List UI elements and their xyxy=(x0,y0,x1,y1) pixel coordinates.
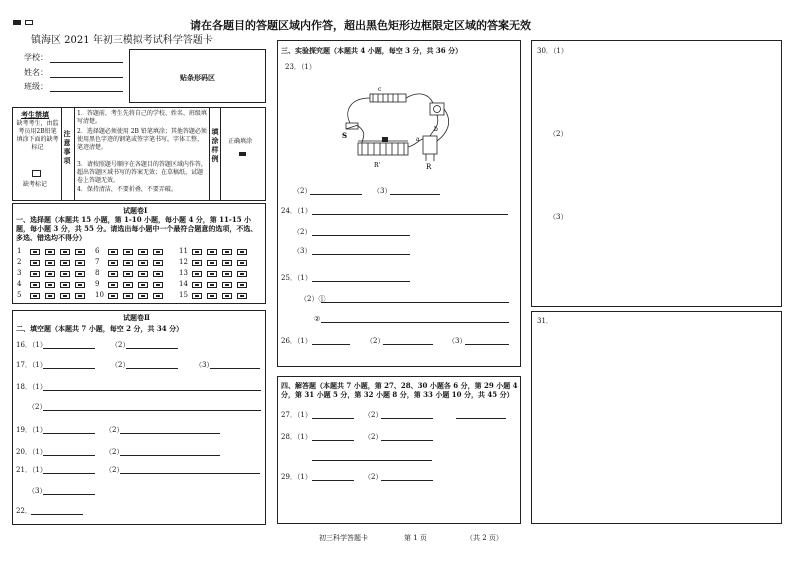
q18-2-label: （2） xyxy=(28,403,47,411)
q21-3-label: （3） xyxy=(28,487,47,495)
mc-option-bubble[interactable] xyxy=(237,293,247,299)
mc-option-bubble[interactable] xyxy=(153,293,163,299)
mc-option-mark xyxy=(33,284,37,286)
mc-option-mark xyxy=(33,273,37,275)
mc-option-mark xyxy=(225,295,229,297)
mc-option-mark xyxy=(240,262,244,264)
mc-option-bubble[interactable] xyxy=(30,293,40,299)
q30-1-label: 30．（1） xyxy=(537,47,568,55)
q17-2-label: （2） xyxy=(111,361,130,369)
mc-option-mark xyxy=(141,262,145,264)
q20-1-answer[interactable] xyxy=(43,455,95,456)
q28-2-label: （2） xyxy=(364,433,383,441)
circuit-label-rp: R' xyxy=(374,162,381,169)
q27-2-label: （2） xyxy=(364,411,383,419)
q25-2a-answer[interactable] xyxy=(321,302,509,303)
mc-option-bubble[interactable] xyxy=(192,260,202,266)
q26-3-answer[interactable] xyxy=(465,344,509,345)
q19-1-answer[interactable] xyxy=(43,433,95,434)
mc-option-mark xyxy=(210,251,214,253)
q21-2-label: （2） xyxy=(105,466,124,474)
q24-2-answer[interactable] xyxy=(312,235,410,236)
exam-notice-text: 缺考考生，由监考员用2B铅笔填涂下面的缺考标记 xyxy=(16,120,59,151)
mc-option-mark xyxy=(126,295,130,297)
mc-option-bubble[interactable] xyxy=(138,293,148,299)
notice-item-3: 3．请按照题号顺序在各题目的答题区域内作答，超出答题区域书写的答案无效；在草稿纸、试题卷上答题无效。 xyxy=(77,161,207,184)
q26-1-label: 26．（1） xyxy=(281,337,312,345)
mc-option-mark xyxy=(210,262,214,264)
q24-2-label: （2） xyxy=(293,228,312,236)
q17-1-label: 17．（1） xyxy=(16,361,47,369)
mc-option-bubble[interactable] xyxy=(123,260,133,266)
mc-option-mark xyxy=(111,262,115,264)
q26-2-label: （2） xyxy=(366,337,385,345)
mc-option-mark xyxy=(141,273,145,275)
q26-2-answer[interactable] xyxy=(383,344,433,345)
barcode-area xyxy=(129,49,266,103)
mc-option-mark xyxy=(78,284,82,286)
mc-option-mark xyxy=(195,251,199,253)
circuit-label-r: R xyxy=(426,163,432,171)
mc-option-bubble[interactable] xyxy=(45,271,55,277)
mc-option-mark xyxy=(111,295,115,297)
mc-question-number: 13 xyxy=(179,269,188,277)
mc-option-mark xyxy=(48,251,52,253)
mc-option-bubble[interactable] xyxy=(60,260,70,266)
mc-option-mark xyxy=(63,273,67,275)
section2-header: 试题卷Ⅱ xyxy=(123,313,150,322)
q16-1-answer[interactable] xyxy=(43,348,95,349)
circuit-label-c: c xyxy=(378,86,382,93)
mc-option-bubble[interactable] xyxy=(45,260,55,266)
mc-option-mark xyxy=(63,251,67,253)
q28-2-answer[interactable] xyxy=(381,440,433,441)
mc-option-bubble[interactable] xyxy=(207,282,217,288)
q19-2-label: （2） xyxy=(105,426,124,434)
q29-1-answer[interactable] xyxy=(312,480,354,481)
q21-1-label: 21．（1） xyxy=(16,466,47,474)
mc-option-bubble[interactable] xyxy=(237,249,247,255)
mc-option-mark xyxy=(156,251,160,253)
q25-2b-answer[interactable] xyxy=(321,322,509,323)
q28-1-answer[interactable] xyxy=(312,440,354,441)
mc-question-number: 10 xyxy=(95,291,104,299)
q29-2-label: （2） xyxy=(364,473,383,481)
q17-3-label: （3） xyxy=(195,361,214,369)
mc-option-mark xyxy=(240,251,244,253)
q17-1-answer[interactable] xyxy=(43,368,95,369)
notice-item-2: 2．选择题必须使用 2B 铅笔填涂；其他答题必须使用黑色字迹的钢笔或签字笔书写，字体工整、笔迹清楚。 xyxy=(77,128,207,151)
mc-question-number: 12 xyxy=(179,258,188,266)
mc-question-number: 15 xyxy=(179,291,188,299)
q19-2-answer[interactable] xyxy=(120,433,220,434)
field-label-school: 学校： xyxy=(24,53,48,62)
mc-option-bubble[interactable] xyxy=(30,282,40,288)
q27-1-answer[interactable] xyxy=(312,418,354,419)
mc-option-bubble[interactable] xyxy=(108,249,118,255)
q25-1-answer[interactable] xyxy=(312,281,410,282)
mc-option-bubble[interactable] xyxy=(207,293,217,299)
mc-option-mark xyxy=(48,262,52,264)
mc-option-bubble[interactable] xyxy=(138,260,148,266)
mc-option-mark xyxy=(126,273,130,275)
section1-box xyxy=(12,203,266,304)
mc-option-bubble[interactable] xyxy=(123,282,133,288)
notice-item-1: 1．答题前，考生先将自己的学校、姓名、班级填写清楚。 xyxy=(77,110,207,125)
mc-option-mark xyxy=(33,295,37,297)
mc-option-bubble[interactable] xyxy=(138,282,148,288)
q21-1-answer[interactable] xyxy=(43,473,95,474)
circuit-label-b: b xyxy=(434,126,438,133)
mc-option-mark xyxy=(111,251,115,253)
mc-option-mark xyxy=(240,284,244,286)
mc-option-mark xyxy=(111,284,115,286)
mc-option-mark xyxy=(33,251,37,253)
q21-3-answer[interactable] xyxy=(43,494,95,495)
mc-option-bubble[interactable] xyxy=(222,271,232,277)
correct-fill-sample xyxy=(239,152,246,156)
card-title: 镇海区 2021 年初三模拟考试科学答题卡 xyxy=(31,35,213,46)
mc-option-bubble[interactable] xyxy=(207,260,217,266)
class-input[interactable] xyxy=(50,91,123,92)
mc-option-mark xyxy=(156,284,160,286)
q16-1-label: 16．（1） xyxy=(16,341,47,349)
field-label-name: 姓名： xyxy=(24,68,48,77)
mc-option-bubble[interactable] xyxy=(237,271,247,277)
absent-mark-box[interactable] xyxy=(32,170,41,177)
fill-example-label: 填涂样例 xyxy=(211,128,220,164)
mc-option-mark xyxy=(126,262,130,264)
notice-side-label: 注意事项 xyxy=(63,130,72,166)
mc-option-mark xyxy=(141,295,145,297)
q23-3-answer[interactable] xyxy=(390,194,440,195)
q17-2-answer[interactable] xyxy=(126,368,178,369)
mc-option-bubble[interactable] xyxy=(75,260,85,266)
mc-question-number: 11 xyxy=(179,247,188,255)
mc-option-bubble[interactable] xyxy=(108,271,118,277)
mc-option-bubble[interactable] xyxy=(222,282,232,288)
mc-option-bubble[interactable] xyxy=(30,271,40,277)
mc-option-mark xyxy=(195,273,199,275)
q17-3-answer[interactable] xyxy=(210,368,260,369)
alignment-marker xyxy=(25,20,33,25)
mc-option-mark xyxy=(156,262,160,264)
mc-option-bubble[interactable] xyxy=(222,293,232,299)
q26-3-label: （3） xyxy=(448,337,467,345)
q24-3-label: （3） xyxy=(293,247,312,255)
q22-label: 22． xyxy=(16,507,32,515)
mc-question-number: 7 xyxy=(95,258,100,266)
q16-2-label: （2） xyxy=(111,341,130,349)
mc-question-number: 6 xyxy=(95,247,100,255)
section2-title: 二、填空题（本题共 7 小题，每空 2 分，共 34 分） xyxy=(16,324,184,333)
q29-1-label: 29．（1） xyxy=(281,473,312,481)
mc-option-bubble[interactable] xyxy=(237,260,247,266)
mc-option-bubble[interactable] xyxy=(153,249,163,255)
mc-option-mark xyxy=(63,284,67,286)
mc-question-number: 2 xyxy=(17,258,22,266)
mc-option-mark xyxy=(210,295,214,297)
q23-3-label: （3） xyxy=(373,187,392,195)
top-notice: 请在各题目的答题区域内作答，超出黑色矩形边框限定区域的答案无效 xyxy=(190,19,531,32)
mc-option-bubble[interactable] xyxy=(45,293,55,299)
mc-option-bubble[interactable] xyxy=(207,271,217,277)
circuit-label-s: S xyxy=(342,131,348,140)
absent-label: 缺考标记 xyxy=(23,181,48,188)
mc-option-mark xyxy=(156,295,160,297)
mc-option-mark xyxy=(78,295,82,297)
q30-2-label: （2） xyxy=(549,130,568,138)
mc-option-mark xyxy=(48,273,52,275)
mc-option-bubble[interactable] xyxy=(138,249,148,255)
q24-1-answer[interactable] xyxy=(312,214,508,215)
school-input[interactable] xyxy=(50,62,123,63)
mc-option-bubble[interactable] xyxy=(75,282,85,288)
circuit-diagram xyxy=(338,81,458,171)
q25-1-label: 25．（1） xyxy=(281,274,312,282)
mc-option-bubble[interactable] xyxy=(45,282,55,288)
q22-answer[interactable] xyxy=(31,514,83,515)
mc-option-mark xyxy=(225,273,229,275)
q24-1-label: 24．（1） xyxy=(281,207,312,215)
mc-option-bubble[interactable] xyxy=(123,293,133,299)
q31-label: 31． xyxy=(537,317,553,325)
q18-1-label: 18．（1） xyxy=(16,383,47,391)
name-input[interactable] xyxy=(50,77,123,78)
section3-box xyxy=(277,40,521,367)
q23-2-label: （2） xyxy=(293,187,312,195)
q25-2a-label: （2）① xyxy=(300,295,326,303)
q28-extra-answer[interactable] xyxy=(312,460,432,461)
q26-1-answer[interactable] xyxy=(312,344,350,345)
mc-question-number: 3 xyxy=(17,269,22,277)
section4-title: 四、解答题（本题共 7 小题，第 27、28、30 小题各 6 分，第 29 小题 4 分，第 31 小题 5 分，第 32 小题 8 分，第 33 小题 10 分，共 45 分） xyxy=(281,381,518,399)
section1-header: 试题卷Ⅰ xyxy=(123,206,148,215)
q20-2-answer[interactable] xyxy=(120,455,220,456)
q30-box xyxy=(531,40,782,307)
mc-option-bubble[interactable] xyxy=(153,282,163,288)
q16-2-answer[interactable] xyxy=(126,348,178,349)
q31-box xyxy=(531,311,782,524)
q19-1-label: 19．（1） xyxy=(16,426,47,434)
mc-option-bubble[interactable] xyxy=(222,260,232,266)
mc-option-mark xyxy=(240,295,244,297)
q25-2b-label: ② xyxy=(314,315,321,323)
mc-option-mark xyxy=(210,284,214,286)
mc-option-bubble[interactable] xyxy=(45,249,55,255)
q18-1-answer[interactable] xyxy=(43,390,261,391)
q30-3-label: （3） xyxy=(549,213,568,221)
mc-option-mark xyxy=(240,273,244,275)
field-label-class: 班级： xyxy=(24,82,48,91)
q21-2-answer[interactable] xyxy=(120,473,260,474)
exam-notice-title: 考生禁填 xyxy=(21,110,49,119)
mc-option-bubble[interactable] xyxy=(123,271,133,277)
mc-option-bubble[interactable] xyxy=(192,282,202,288)
mc-option-mark xyxy=(195,262,199,264)
mc-option-bubble[interactable] xyxy=(153,271,163,277)
mc-option-bubble[interactable] xyxy=(60,293,70,299)
q27-3-answer[interactable] xyxy=(456,418,506,419)
mc-option-mark xyxy=(195,284,199,286)
q20-2-label: （2） xyxy=(105,448,124,456)
mc-option-bubble[interactable] xyxy=(192,293,202,299)
mc-option-bubble[interactable] xyxy=(108,282,118,288)
mc-option-bubble[interactable] xyxy=(108,293,118,299)
circuit-label-a: a xyxy=(416,136,420,143)
mc-option-bubble[interactable] xyxy=(207,249,217,255)
mc-option-bubble[interactable] xyxy=(75,293,85,299)
mc-option-mark xyxy=(141,284,145,286)
mc-option-bubble[interactable] xyxy=(30,249,40,255)
correct-fill-label: 正确填涂 xyxy=(228,138,253,145)
q27-1-label: 27．（1） xyxy=(281,411,312,419)
mc-option-mark xyxy=(126,251,130,253)
mc-option-bubble[interactable] xyxy=(192,271,202,277)
q23-1-label: 23．（1） xyxy=(285,63,316,71)
mc-option-bubble[interactable] xyxy=(153,260,163,266)
mc-option-mark xyxy=(156,273,160,275)
mc-option-mark xyxy=(195,295,199,297)
mc-question-number: 1 xyxy=(17,247,22,255)
mc-option-mark xyxy=(78,273,82,275)
q20-1-label: 20．（1） xyxy=(16,448,47,456)
alignment-marker xyxy=(13,20,21,25)
footer-page: 第 1 页 xyxy=(404,534,427,542)
mc-option-bubble[interactable] xyxy=(60,282,70,288)
mc-option-bubble[interactable] xyxy=(75,249,85,255)
section4-box xyxy=(277,376,521,524)
mc-option-bubble[interactable] xyxy=(222,249,232,255)
footer-total: （共 2 页） xyxy=(466,534,503,542)
mc-option-mark xyxy=(48,284,52,286)
footer-title: 初三科学答题卡 xyxy=(319,534,368,542)
mc-question-number: 9 xyxy=(95,280,100,288)
mc-option-mark xyxy=(63,262,67,264)
mc-option-mark xyxy=(225,262,229,264)
exam-notice-box xyxy=(12,107,266,201)
q18-2-answer[interactable] xyxy=(43,410,261,411)
mc-option-mark xyxy=(225,251,229,253)
mc-option-bubble[interactable] xyxy=(30,260,40,266)
mc-option-mark xyxy=(78,251,82,253)
q29-2-answer[interactable] xyxy=(381,480,433,481)
q23-2-answer[interactable] xyxy=(310,194,362,195)
mc-option-bubble[interactable] xyxy=(60,271,70,277)
section1-title: 一、选择题（本题共 15 小题，第 1-10 小题，每小题 4 分，第 11-15 小题，每小题 3 分，共 55 分。请选出每小题中一个最符合题意的选项，不选、多选、错选均不得分） xyxy=(16,215,258,242)
mc-option-mark xyxy=(225,284,229,286)
mc-option-mark xyxy=(210,273,214,275)
mc-option-bubble[interactable] xyxy=(75,271,85,277)
mc-option-mark xyxy=(48,295,52,297)
mc-option-bubble[interactable] xyxy=(108,260,118,266)
q24-3-answer[interactable] xyxy=(312,254,410,255)
barcode-label: 贴条形码区 xyxy=(180,73,215,82)
mc-option-mark xyxy=(63,295,67,297)
mc-option-mark xyxy=(111,273,115,275)
mc-question-number: 14 xyxy=(179,280,188,288)
mc-option-bubble[interactable] xyxy=(192,249,202,255)
mc-option-bubble[interactable] xyxy=(138,271,148,277)
mc-option-bubble[interactable] xyxy=(123,249,133,255)
mc-option-mark xyxy=(33,262,37,264)
notice-item-4: 4．保持清洁，不要折叠，不要弄破。 xyxy=(77,186,177,193)
section2-box xyxy=(12,310,266,525)
mc-option-mark xyxy=(78,262,82,264)
mc-question-number: 5 xyxy=(17,291,22,299)
q27-2-answer[interactable] xyxy=(381,418,433,419)
mc-option-bubble[interactable] xyxy=(237,282,247,288)
mc-option-bubble[interactable] xyxy=(60,249,70,255)
q28-1-label: 28．（1） xyxy=(281,433,312,441)
section3-title: 三、实验探究题（本题共 4 小题，每空 3 分，共 36 分） xyxy=(281,46,463,55)
mc-question-number: 8 xyxy=(95,269,100,277)
mc-option-mark xyxy=(126,284,130,286)
mc-option-mark xyxy=(141,251,145,253)
mc-question-number: 4 xyxy=(17,280,22,288)
